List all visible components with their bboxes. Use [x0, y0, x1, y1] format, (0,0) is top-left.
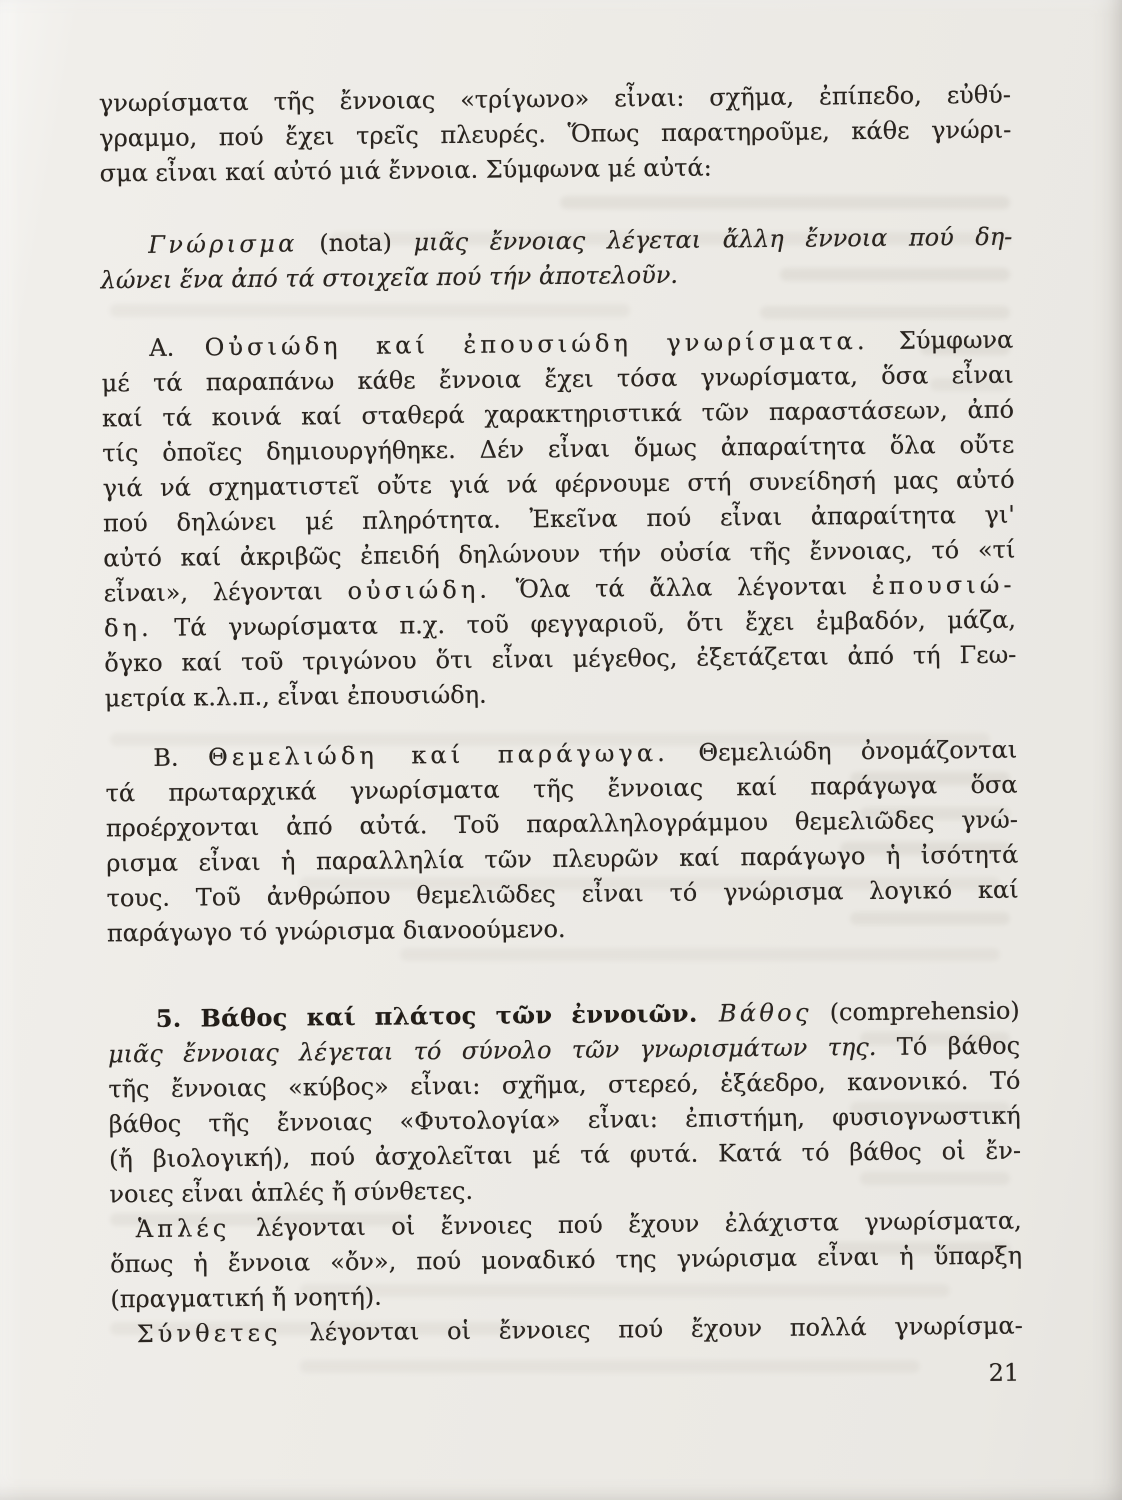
text-segment: παράγωγο τό γνώρισμα διανοούμενο.: [106, 914, 566, 948]
text-segment: μιᾶς ἔννοιας λέγεται ἄλλη ἔννοια πού δη-: [413, 222, 1013, 257]
text-segment: Θεμελιώδη καί παράγωγα.: [207, 738, 670, 772]
text-segment: μέ τά παραπάνω κάθε ἔννοια ἔχει τόσα γνωρίσματα, ὅσα εἶναι: [101, 360, 1014, 398]
text-segment: γνωρίσματα τῆς ἔννοιας «τρίγωνο» εἶναι: σχῆμα, ἐπίπεδο, εὐθύ-: [98, 80, 1012, 118]
paragraph-synthetes: [111, 1309, 1023, 1353]
text-segment: αὐτό καί ἀκριβῶς ἐπειδή δηλώνουν τήν οὐσία τῆς ἔννοιας, τό «τί: [103, 535, 1016, 573]
section-5-vathos-platos: [108, 993, 1022, 1213]
text-segment: ὄγκο καί τοῦ τριγώνου ὅτι εἶναι μέγεθος, ἐξετάζεται ἀπό τή Γεω-: [104, 640, 1017, 678]
text-segment: Τό βάθος: [876, 1031, 1021, 1061]
text-segment: Α.: [149, 333, 205, 362]
text-segment: λέγονται οἱ ἔννοιες πού ἔχουν πολλά γνωρίσμα-: [281, 1311, 1023, 1347]
text-segment: λώνει ἕνα ἀπό τά στοιχεῖα πού τήν ἀποτελοῦν.: [100, 260, 679, 295]
text-segment: τους. Τοῦ ἀνθρώπου θεμελιῶδες εἶναι τό γνώρισμα λογικό καί: [106, 875, 1019, 913]
text-segment: Γνώρισμα: [148, 229, 298, 259]
text-segment: δη.: [103, 613, 153, 643]
text-line: [105, 673, 1017, 717]
text-segment: εἶναι», λέγονται: [103, 577, 348, 608]
text-segment: προέρχονται ἀπό αὐτά. Τοῦ παραλληλογράμμου θεμελιῶδες γνώ-: [105, 805, 1019, 843]
section-b-themeliodi-paragoga: [105, 733, 1019, 952]
text-line: [111, 1309, 1023, 1353]
text-segment: Β.: [153, 743, 209, 772]
text-segment: (ἤ βιολογική), πού ἀσχολεῖται μέ τά φυτά. Κατά τό βάθος οἱ ἔν-: [108, 1136, 1022, 1174]
text-segment: (comprehensio): [811, 996, 1020, 1027]
text-segment: νοιες εἶναι ἁπλές ἤ σύνθετες.: [109, 1176, 474, 1209]
text-segment: Ὅλα τά ἄλλα λέγονται: [490, 571, 872, 604]
text-segment: οὐσιώδη.: [347, 575, 492, 606]
text-segment: Θεμελιώδη ὀνομάζονται: [668, 735, 1018, 767]
section-a-ousiodi-epousiodi: [101, 323, 1017, 717]
text-segment: Σύμφωνα: [868, 325, 1014, 355]
text-segment: μιᾶς ἔννοιας λέγεται τό σύνολο τῶν γνωρισμάτων της.: [107, 1032, 877, 1069]
text-segment: Τά γνωρίσματα π.χ. τοῦ φεγγαριοῦ, ὅτι ἔχει ἐμβαδόν, μάζα,: [152, 605, 1017, 642]
text-segment: (nota): [297, 228, 414, 258]
text-segment: τά πρωταρχικά γνωρίσματα τῆς ἔννοιας καί παράγωγα ὅσα: [105, 770, 1018, 808]
text-segment: τίς ὁποῖες δημιουργήθηκε. Δέν εἶναι ὅμως ἀπαραίτητα ὅλα οὔτε: [102, 430, 1015, 468]
text-segment: ἐπουσιώ-: [871, 570, 1016, 600]
text-segment: καί τά κοινά καί σταθερά χαρακτηριστικά τῶν παραστάσεων, ἀπό: [101, 395, 1015, 433]
page-number: 21: [988, 1358, 1020, 1387]
text-segment: ρισμα εἶναι ἡ παραλληλία τῶν πλευρῶν καί παράγωγο ἡ ἰσότητά: [106, 840, 1019, 878]
text-segment: σμα εἶναι καί αὐτό μιά ἔννοια. Σύμφωνα μέ αὐτά:: [99, 153, 712, 188]
paragraph-aples: [110, 1204, 1023, 1318]
text-segment: Οὐσιώδη καί ἐπουσιώδη γνωρίσματα.: [204, 326, 869, 362]
text-segment: Ἁπλές: [135, 1214, 231, 1244]
text-segment: Σύνθετες: [136, 1318, 282, 1349]
definition-gnorisma: [100, 220, 1013, 299]
text-segment: πού δηλώνει μέ πληρότητα. Ἐκεῖνα πού εἶναι ἀπαραίτητα γι': [102, 500, 1016, 538]
text-segment: βάθος τῆς ἔννοιας «Φυτολογία» εἶναι: ἐπιστήμη, φυσιογνωστική: [108, 1101, 1021, 1139]
text-segment: Βάθος: [697, 998, 812, 1028]
paragraph-triangle-continuation: [99, 78, 1012, 192]
text-segment: (πραγματική ἤ νοητή).: [110, 1282, 382, 1314]
text-segment: γραμμο, πού ἔχει τρεῖς πλευρές. Ὅπως παρατηροῦμε, κάθε γνώρι-: [99, 115, 1012, 153]
text-line: [107, 908, 1019, 952]
text-segment: 5. Βάθος καί πλάτος τῶν ἐννοιῶν.: [155, 998, 698, 1033]
text-column: [98, 0, 1023, 1399]
text-segment: ὅπως ἡ ἔννοια «ὄν», πού μοναδικό της γνώρισμα εἶναι ἡ ὕπαρξη: [109, 1241, 1023, 1279]
text-line: [101, 255, 1013, 299]
text-segment: γιά νά σχηματιστεῖ οὔτε γιά νά φέρνουμε στή συνείδησή μας αὐτό: [102, 465, 1015, 503]
text-line: [99, 148, 1011, 192]
text-segment: μετρία κ.λ.π., εἶναι ἐπουσιώδη.: [104, 680, 487, 713]
text-segment: λέγονται οἱ ἔννοιες πού ἔχουν ἐλάχιστα γνωρίσματα,: [230, 1206, 1022, 1243]
text-segment: τῆς ἔννοιας «κύβος» εἶναι: σχῆμα, στερεό, ἑξάεδρο, κανονικό. Τό: [108, 1066, 1021, 1104]
